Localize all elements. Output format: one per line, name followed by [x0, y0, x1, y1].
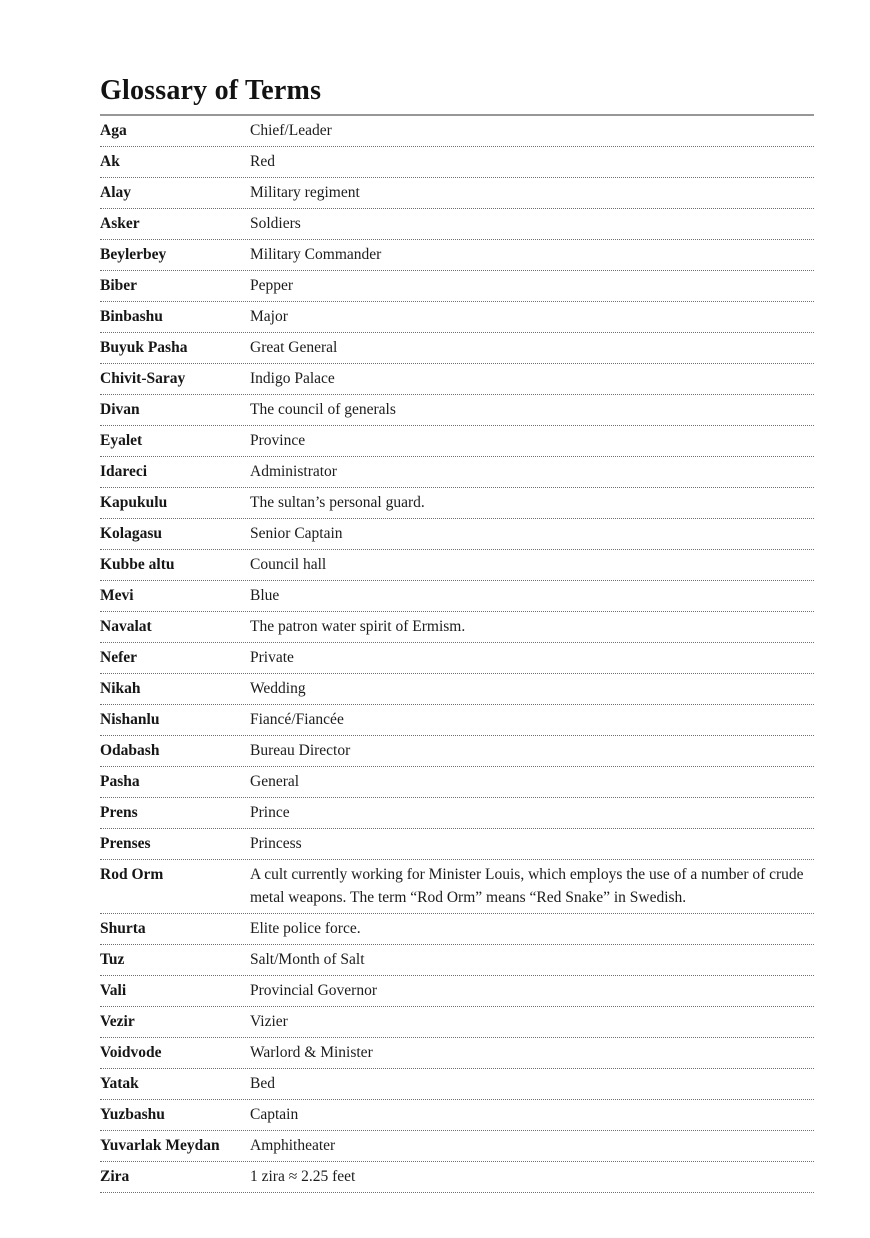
glossary-term: Mevi: [100, 587, 134, 605]
glossary-definition: Captain: [250, 1106, 299, 1124]
glossary-definition: Red: [250, 153, 275, 171]
glossary-term: Idareci: [100, 463, 148, 481]
glossary-row: [100, 333, 814, 364]
glossary-term: Asker: [100, 215, 140, 233]
glossary-definition: Warlord & Minister: [250, 1044, 373, 1062]
glossary-definition: Senior Captain: [250, 525, 343, 543]
glossary-definition: Provincial Governor: [250, 982, 377, 1000]
glossary-row: [100, 457, 814, 488]
glossary-definition: Salt/Month of Salt: [250, 951, 365, 969]
glossary-row: [100, 860, 814, 914]
glossary-definition: Wedding: [250, 680, 306, 698]
glossary-row: [100, 643, 814, 674]
glossary-row: [100, 1131, 814, 1162]
glossary-row: [100, 271, 814, 302]
glossary-term: Kapukulu: [100, 494, 168, 512]
glossary-definition: Prince: [250, 804, 290, 822]
glossary-term: Prens: [100, 804, 138, 822]
glossary-definition: Fiancé/Fiancée: [250, 711, 344, 729]
glossary-definition: The sultan’s personal guard.: [250, 494, 425, 512]
glossary-row: [100, 147, 814, 178]
glossary-term: Yuzbashu: [100, 1106, 165, 1124]
glossary-definition: Great General: [250, 339, 338, 357]
glossary-term: Alay: [100, 184, 131, 202]
glossary-row: [100, 1038, 814, 1069]
glossary-term: Buyuk Pasha: [100, 339, 188, 357]
glossary-list: [100, 116, 814, 1193]
glossary-term: Divan: [100, 401, 140, 419]
glossary-row: [100, 426, 814, 457]
glossary-definition: The council of generals: [250, 401, 396, 419]
glossary-row: [100, 612, 814, 643]
glossary-definition: General: [250, 773, 300, 791]
glossary-definition: Council hall: [250, 556, 327, 574]
glossary-row: [100, 736, 814, 767]
glossary-term: Aga: [100, 122, 127, 140]
glossary-term: Vezir: [100, 1013, 135, 1031]
glossary-term: Nishanlu: [100, 711, 160, 729]
glossary-row: [100, 302, 814, 333]
glossary-row: [100, 519, 814, 550]
glossary-definition: 1 zira ≈ 2.25 feet: [250, 1168, 356, 1186]
glossary-definition: Princess: [250, 835, 302, 853]
glossary-term: Kolagasu: [100, 525, 163, 543]
glossary-row: [100, 705, 814, 736]
glossary-row: [100, 674, 814, 705]
glossary-definition: Private: [250, 649, 294, 667]
glossary-term: Biber: [100, 277, 138, 295]
glossary-term: Prenses: [100, 835, 151, 853]
glossary-row: [100, 798, 814, 829]
glossary-row: [100, 488, 814, 519]
glossary-row: [100, 178, 814, 209]
glossary-definition: Chief/Leader: [250, 122, 332, 140]
glossary-term: Binbashu: [100, 308, 163, 326]
glossary-row: [100, 829, 814, 860]
glossary-row: [100, 395, 814, 426]
glossary-row: [100, 1100, 814, 1131]
glossary-row: [100, 209, 814, 240]
glossary-definition: Pepper: [250, 277, 294, 295]
glossary-definition: Elite police force.: [250, 920, 361, 938]
glossary-definition: The patron water spirit of Ermism.: [250, 618, 466, 636]
glossary-row: [100, 914, 814, 945]
glossary-row: [100, 240, 814, 271]
glossary-row: [100, 364, 814, 395]
glossary-term: Yatak: [100, 1075, 139, 1093]
glossary-term: Pasha: [100, 773, 140, 791]
glossary-row: [100, 116, 814, 147]
glossary-term: Chivit-Saray: [100, 370, 186, 388]
glossary-definition: Major: [250, 308, 288, 326]
glossary-row: [100, 1162, 814, 1193]
page-header: [100, 76, 814, 116]
glossary-definition: Province: [250, 432, 306, 450]
glossary-definition: Military regiment: [250, 184, 360, 202]
glossary-definition: Amphitheater: [250, 1137, 336, 1155]
glossary-term: Eyalet: [100, 432, 143, 450]
glossary-definition: A cult currently working for Minister Louis, which employs the use of a number of crude metal weapons. The term “Rod Orm” means “Red Snake” in Swedish.: [250, 866, 804, 907]
glossary-term: Shurta: [100, 920, 146, 938]
glossary-term: Vali: [100, 982, 127, 1000]
glossary-term: Beylerbey: [100, 246, 167, 264]
glossary-term: Tuz: [100, 951, 125, 969]
glossary-term: Odabash: [100, 742, 160, 760]
glossary-definition: Vizier: [250, 1013, 288, 1031]
glossary-row: [100, 1069, 814, 1100]
glossary-definition: Bed: [250, 1075, 275, 1093]
glossary-row: [100, 976, 814, 1007]
glossary-row: [100, 767, 814, 798]
glossary-definition: Military Commander: [250, 246, 382, 264]
glossary-row: [100, 581, 814, 612]
glossary-row: [100, 945, 814, 976]
glossary-term: Yuvarlak Meydan: [100, 1137, 220, 1155]
glossary-term: Rod Orm: [100, 866, 164, 884]
glossary-term: Zira: [100, 1168, 130, 1186]
glossary-term: Navalat: [100, 618, 152, 636]
glossary-term: Kubbe altu: [100, 556, 175, 574]
glossary-term: Nefer: [100, 649, 137, 667]
glossary-term: Ak: [100, 153, 120, 171]
glossary-row: [100, 1007, 814, 1038]
glossary-definition: Blue: [250, 587, 280, 605]
glossary-definition: Bureau Director: [250, 742, 351, 760]
glossary-row: [100, 550, 814, 581]
glossary-definition: Indigo Palace: [250, 370, 335, 388]
glossary-term: Nikah: [100, 680, 141, 698]
glossary-definition: Administrator: [250, 463, 337, 481]
page-title: Glossary of Terms: [100, 75, 322, 106]
glossary-term: Voidvode: [100, 1044, 162, 1062]
glossary-definition: Soldiers: [250, 215, 301, 233]
